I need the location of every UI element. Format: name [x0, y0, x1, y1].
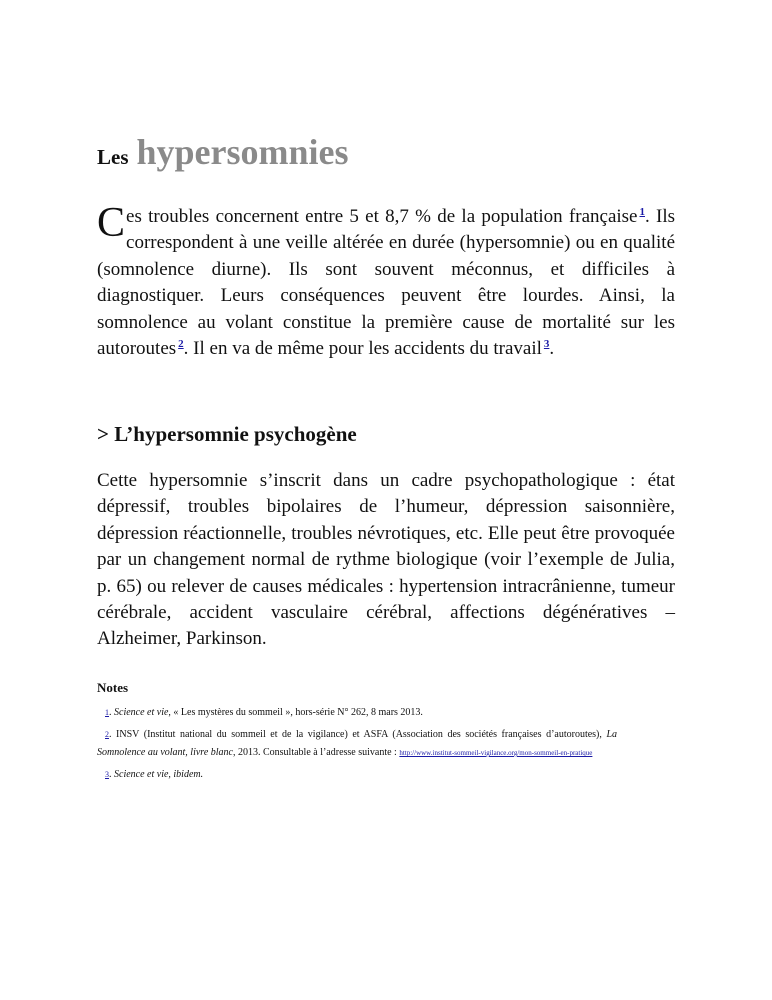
- section-paragraph: Cette hypersomnie s’inscrit dans un cadre psychopathologique : état dépressif, troubles bipolaires de l’humeur, dépression saisonnière, dépression réactionnelle, troubles névrotiques, etc. Elle peut être provoquée par un changement normal de rythme biologique (voir l’exemple de Julia, p. 65) ou relever de causes médicales : hypertension intracrânienne, tumeur cérébrale, accident vasculaire cérébral, affections dégénératives – Alzheimer, Parkinson.: [97, 470, 675, 650]
- note-2-italic: La Somnolence au volant, livre blanc: [97, 729, 617, 758]
- note-number-2[interactable]: 2: [105, 730, 109, 739]
- note-number-3[interactable]: 3: [105, 770, 109, 779]
- footnote-ref-2[interactable]: 2: [178, 337, 184, 350]
- note-number-1[interactable]: 1: [105, 708, 109, 717]
- note-2-link[interactable]: http://www.institut-sommeil-vigilance.org/mon-sommeil-en-pratique: [399, 749, 593, 757]
- note-item-3: 3. Science et vie, ibidem.: [105, 769, 204, 780]
- footnote-ref-3[interactable]: 3: [543, 337, 550, 350]
- note-1-text: , « Les mystères du sommeil », hors-série N° 262, 8 mars 2013.: [168, 707, 423, 718]
- footnote-ref-1[interactable]: 1: [639, 205, 645, 218]
- note-item-2: [97, 726, 617, 762]
- intro-text-1: es troubles concernent entre 5 et 8,7 % de la population française: [126, 206, 638, 227]
- section-heading: > L’hypersomnie psychogène: [97, 422, 357, 446]
- title-prefix: Les: [97, 145, 129, 169]
- intro-text-4: .: [549, 338, 555, 360]
- intro-text-3: . Il en va de même pour les accidents du travail: [183, 338, 542, 360]
- drop-cap: C: [97, 200, 126, 246]
- page-title: [97, 134, 349, 170]
- notes-title: Notes: [97, 680, 129, 695]
- notes-list: [97, 704, 617, 788]
- note-2-text-1: . INSV (Institut national du sommeil et de la vigilance) et ASFA (Association des sociétés françaises d’autoroutes),: [109, 729, 607, 740]
- intro-text-2: . Ils correspondent à une veille altérée en durée (hypersomnie) ou en qualité (somnolence diurne). Ils sont souvent méconnus, et difficiles à diagnostiquer. Leurs conséquences peuvent être lourdes. Ainsi, la somnolence au volant constitue la première cause de mortalité sur les autoroutes: [97, 206, 675, 360]
- title-main: hypersomnies: [136, 132, 349, 172]
- note-item-1: 1. Science et vie, « Les mystères du sommeil », hors-série N° 262, 8 mars 2013.: [105, 707, 423, 718]
- intro-paragraph: [97, 200, 675, 362]
- note-1-italic: Science et vie: [114, 707, 169, 718]
- note-2-text-2: , 2013. Consultable à l’adresse suivante :: [232, 747, 400, 758]
- note-3-italic: Science et vie, ibidem.: [114, 769, 204, 780]
